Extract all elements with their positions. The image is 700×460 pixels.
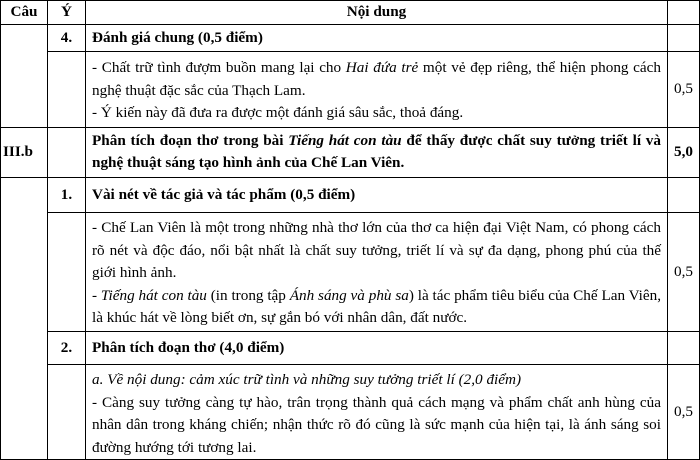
y-empty <box>48 52 86 128</box>
section-2-title: Phân tích đoạn thơ (4,0 điểm) <box>86 331 668 365</box>
cau-cell-empty <box>1 177 48 460</box>
table-row <box>1 24 700 52</box>
y-4: 4. <box>48 24 86 52</box>
score-empty <box>668 24 700 52</box>
table-row <box>1 52 700 128</box>
header-row <box>1 1 700 25</box>
table-row <box>1 213 700 332</box>
cau-3b: III.b <box>1 127 48 177</box>
y-2: 2. <box>48 331 86 365</box>
section-4-title: Đánh giá chung (0,5 điểm) <box>86 24 668 52</box>
score-2: 0,5 <box>668 365 700 460</box>
y-empty <box>48 365 86 460</box>
table-row <box>1 177 700 213</box>
section-1-title: Vài nét về tác giả và tác phẩm (0,5 điểm) <box>86 177 668 213</box>
section-1-p2: - Tiếng hát con tàu (in trong tập Ánh sáng và phù sa) là tác phẩm tiêu biểu của Chế Lan Viên, là khúc hát về lòng biết ơn, sự gắn bó với nhân dân, đất nước. <box>92 286 662 326</box>
question-3b-title: Phân tích đoạn thơ trong bài Tiếng hát con tàu để thấy được chất suy tưởng triết lí và nghệ thuật sáng tạo hình ảnh của Chế Lan Viên. <box>86 127 668 177</box>
header-y: Ý <box>48 1 86 25</box>
score-empty <box>668 177 700 213</box>
section-4-p1: - Chất trữ tình đượm buồn mang lại cho Hai đứa trẻ một vẻ đẹp riêng, thể hiện phong cách nghệ thuật đặc sắc của Thạch Lam. <box>92 59 661 99</box>
section-2-content <box>86 365 668 460</box>
section-1-p1: - Chế Lan Viên là một trong những nhà thơ lớn của thơ ca hiện đại Việt Nam, có phong cách rõ nét và độc đáo, nổi bật nhất là chất suy tưởng, triết lí và sự đa dạng, phong phú của thế giới hình ảnh. <box>92 219 661 281</box>
section-1-content <box>86 213 668 332</box>
section-4-p2: - Ý kiến này đã đưa ra được một đánh giá sâu sắc, thoả đáng. <box>92 104 464 121</box>
table-row <box>1 365 700 460</box>
section-2-p1: - Càng suy tưởng càng tự hào, trân trọng thành quả cách mạng và phẩm chất anh hùng của nhân dân trong kháng chiến; nhận thức rõ đó cũng là sức mạnh của hiện tại, là ánh sáng soi đường hướng tới tương lai. <box>92 393 661 456</box>
cau-cell-empty <box>1 24 48 127</box>
score-empty <box>668 331 700 365</box>
score-3b: 5,0 <box>668 127 700 177</box>
y-1: 1. <box>48 177 86 213</box>
y-empty <box>48 213 86 332</box>
section-4-content <box>86 52 668 128</box>
score-1: 0,5 <box>668 213 700 332</box>
header-noidung: Nội dung <box>86 1 668 25</box>
header-score <box>668 1 700 25</box>
table-row <box>1 127 700 177</box>
y-empty <box>48 127 86 177</box>
score-4: 0,5 <box>668 52 700 128</box>
table-row <box>1 331 700 365</box>
header-cau: Câu <box>1 1 48 25</box>
section-2-subheading: a. Về nội dung: cảm xúc trữ tình và những suy tưởng triết lí (2,0 điểm) <box>92 371 522 388</box>
